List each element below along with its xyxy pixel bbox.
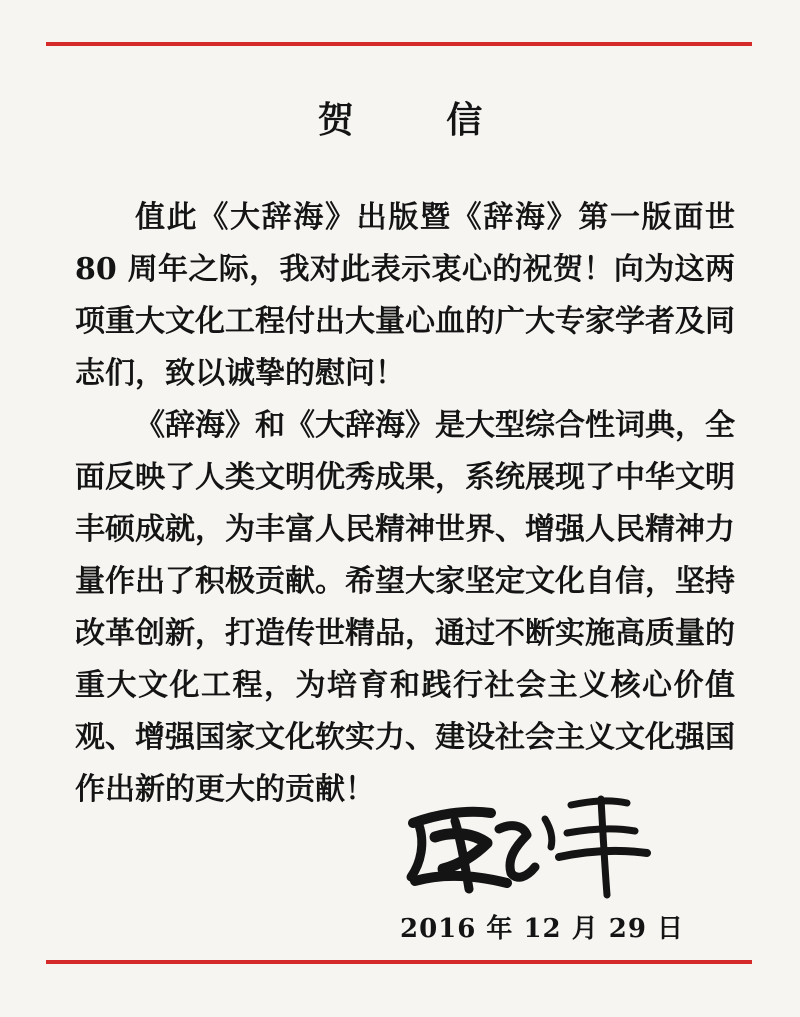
paragraph-congratulation: 值此《大辞海》出版暨《辞海》第一版面世 80 周年之际，我对此表示衷心的祝贺！向为这两项重大文化工程付出大量心血的广大专家学者及同志们，致以诚挚的慰问！: [75, 200, 735, 391]
bottom-red-rule: [46, 960, 752, 964]
handwritten-signature: [395, 785, 655, 900]
letter-title: 贺 信: [317, 99, 523, 141]
letter-date: 2016 年 12 月 29 日: [400, 914, 684, 944]
letter-body: [75, 192, 735, 816]
top-red-rule: [46, 42, 752, 46]
paragraph-hope: 《辞海》和《大辞海》是大型综合性词典，全面反映了人类文明优秀成果，系统展现了中华文明丰硕成就，为丰富人民精神世界、增强人民精神力量作出了积极贡献。希望大家坚定文化自信，坚持改革创新，打造传世精品，通过不断实施高质量的重大文化工程，为培育和践行社会主义核心价值观、增强国家文化软实力、建设社会主义文化强国作出新的更大的贡献！: [75, 408, 735, 807]
